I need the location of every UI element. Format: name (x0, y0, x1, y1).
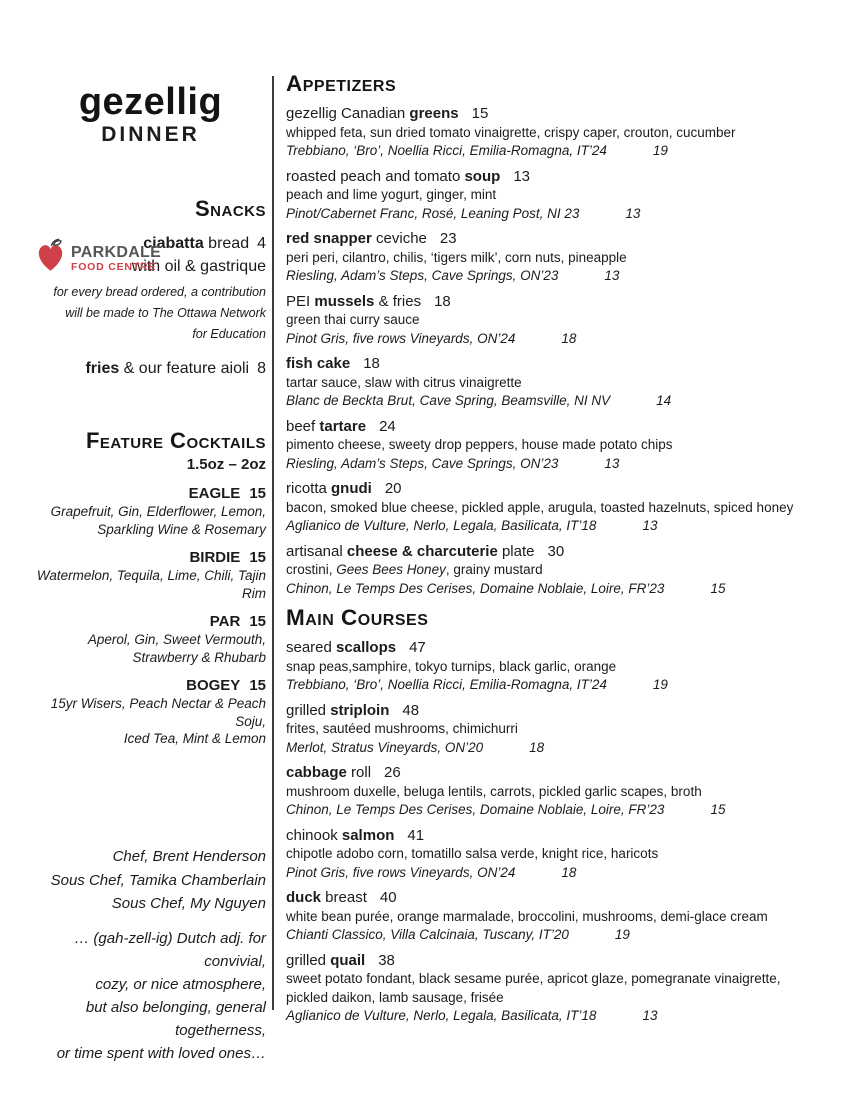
text-segment: artisanal (286, 542, 347, 560)
parkdale-food-centre-logo (35, 238, 161, 279)
wine-pairing-line (286, 739, 834, 758)
text-segment: sweet potato fondant, black sesame purée, apricot glaze, pomegranate vinaigrette, (286, 971, 781, 986)
wine-pairing-line (286, 205, 834, 224)
wine-pairing-text: Chianti Classico, Villa Calcinaia, Tuscany, IT’20 (286, 927, 569, 942)
wine-pairing-line (286, 267, 834, 286)
text-segment: frites, sautéed mushrooms, chimichurri (286, 721, 518, 736)
wine-pairing-text: Riesling, Adam’s Steps, Cave Springs, ON’23 (286, 268, 559, 283)
bread-note-line: for Education (192, 327, 266, 341)
wine-pairing-line (286, 142, 834, 161)
snack-item-label-rest: bread (203, 235, 250, 252)
text-segment: cheese & charcuterie (346, 542, 498, 560)
text-segment: peach and lime yogurt, ginger, mint (286, 187, 497, 202)
text-segment: ceviche (371, 230, 427, 247)
staff-line: Sous Chef, My Nguyen (111, 895, 266, 912)
wine-pairing-price: 18 (561, 864, 577, 880)
definition-line: but also belonging, general togetherness, (85, 999, 266, 1039)
menu-item-description (286, 186, 834, 205)
snack-item-label-rest: & our feature aioli (119, 360, 250, 377)
text-segment: seared (286, 639, 337, 656)
menu-item-description (286, 970, 834, 989)
wine-pairing-text: Trebbiano, ‘Bro’, Noellia Ricci, Emilia-Romagna, IT’24 (286, 677, 607, 692)
text-segment: green thai curry sauce (286, 312, 420, 327)
snack-item-label: ciabatta (143, 235, 204, 252)
wine-pairing-text: Pinot Gris, five rows Vineyards, ON’24 (286, 330, 516, 346)
cocktail-name: PAR (209, 613, 241, 630)
menu-item-title (286, 417, 834, 437)
wine-pairing-line (286, 1007, 834, 1026)
cocktail-item (35, 613, 266, 666)
text-segment: red snapper (286, 230, 372, 247)
text-segment: & fries (374, 292, 422, 310)
text-segment: mushroom duxelle, beluga lentils, carrots, pickled garlic scapes, broth (286, 783, 702, 799)
menu-item-price: 18 (434, 292, 451, 310)
menu-item-description (286, 908, 834, 927)
menu-item (286, 701, 834, 758)
snacks-section (35, 196, 266, 379)
parkdale-wordmark (71, 245, 161, 273)
wine-pairing-price: 19 (652, 677, 668, 692)
menu-item (286, 292, 834, 349)
text-segment: quail (330, 951, 366, 969)
text-segment: breast (321, 889, 367, 906)
wine-pairing-line (286, 580, 834, 599)
wine-pairing-text: Blanc de Beckta Brut, Cave Spring, Beamsville, NI NV (286, 393, 611, 408)
gezellig-definition (35, 927, 266, 1065)
menu-item-price: 38 (378, 951, 395, 969)
cocktail-price: 15 (249, 485, 266, 502)
menu-item-price: 40 (379, 889, 397, 906)
menu-sections (286, 70, 834, 1032)
wine-pairing-line (286, 455, 834, 474)
menu-item-price: 41 (407, 826, 425, 844)
snacks-heading: Snacks (194, 196, 266, 221)
cocktail-price: 15 (249, 549, 266, 566)
menu-item-title (286, 479, 834, 499)
menu-item-title (286, 167, 834, 187)
wine-pairing-line (286, 864, 834, 883)
text-segment: crostini, (286, 562, 337, 577)
menu-item-price: 20 (384, 480, 402, 497)
menu-item-title (286, 888, 834, 908)
menu-item-description (286, 989, 834, 1008)
menu-item (286, 104, 834, 161)
column-divider (272, 76, 274, 1010)
wine-pairing-text: Merlot, Stratus Vineyards, ON’20 (286, 739, 484, 755)
cocktail-desc-line: 15yr Wisers, Peach Nectar & Peach Soju, (50, 696, 266, 729)
text-segment: grilled (286, 951, 331, 969)
wine-pairing-text: Aglianico de Vulture, Nerlo, Legala, Basilicata, IT’18 (286, 1008, 597, 1023)
wine-pairing-price: 18 (529, 739, 545, 755)
cocktail-name: BIRDIE (189, 549, 241, 566)
bread-note-line: for every bread ordered, a contribution (53, 285, 266, 299)
text-segment: mussels (314, 292, 375, 310)
heart-apple-icon (35, 238, 66, 279)
menu-item (286, 763, 834, 820)
text-segment: white bean purée, orange marmalade, broccolini, mushrooms, demi-glace cream (286, 908, 768, 924)
snack-price: 8 (257, 360, 266, 377)
cocktail-desc-line: Watermelon, Tequila, Lime, Chili, Tajin Rim (36, 568, 266, 601)
menu-section (286, 604, 834, 1026)
menu-section (286, 70, 834, 598)
cocktail-item (35, 549, 266, 602)
staff-line: Chef, Brent Henderson (112, 848, 266, 865)
text-segment: pickled daikon, lamb sausage, frisée (286, 989, 504, 1005)
text-segment: greens (409, 105, 459, 122)
logo-wordmark: gezellig (78, 81, 223, 123)
snack-price: 4 (257, 235, 266, 252)
menu-item-title (286, 763, 834, 783)
text-segment: salmon (341, 826, 395, 844)
wine-pairing-text: Trebbiano, ‘Bro’, Noellia Ricci, Emilia-Romagna, IT’24 (286, 143, 607, 158)
text-segment: scallops (336, 639, 397, 656)
wine-pairing-price: 19 (614, 927, 630, 942)
menu-item-price: 47 (409, 639, 426, 656)
menu-item-title (286, 292, 834, 312)
wine-pairing-text: Riesling, Adam’s Steps, Cave Springs, ON’23 (286, 455, 559, 471)
snack-item-label: fries (85, 360, 120, 377)
menu-item (286, 167, 834, 224)
cocktail-name-line (35, 677, 266, 695)
text-segment: roll (346, 764, 372, 781)
wine-pairing-price: 13 (642, 1008, 658, 1023)
text-segment: snap peas,samphire, tokyo turnips, black garlic, orange (286, 658, 617, 674)
definition-line: … (gah-zell-ig) Dutch adj. for convivial, (74, 930, 266, 970)
menu-item (286, 542, 834, 599)
staff-credits (35, 845, 266, 916)
text-segment: beef (286, 417, 320, 435)
menu-item (286, 479, 834, 536)
cocktail-name-line (35, 613, 266, 631)
cocktail-item (35, 485, 266, 538)
text-segment: PEI (286, 292, 315, 310)
staff-line: Sous Chef, Tamika Chamberlain (50, 871, 266, 889)
wine-pairing-price: 14 (656, 393, 672, 408)
text-segment: Gees Bees Honey (336, 562, 446, 577)
brand-logo (35, 82, 266, 147)
wine-pairing-price: 13 (604, 268, 620, 283)
menu-item (286, 951, 834, 1026)
menu-item-description (286, 311, 834, 330)
wine-pairing-price: 15 (710, 802, 726, 817)
parkdale-subname: FOOD CENTRE (71, 260, 157, 273)
wine-pairing-price: 19 (652, 143, 668, 158)
menu-item-description (286, 561, 834, 580)
text-segment: soup (464, 167, 501, 185)
menu-item-price: 23 (439, 230, 457, 247)
menu-item-price: 18 (363, 355, 380, 372)
text-segment: roasted peach and tomato (286, 167, 465, 185)
wine-pairing-text: Aglianico de Vulture, Nerlo, Legala, Basilicata, IT’18 (286, 518, 597, 533)
wine-pairing-text: Pinot/Cabernet Franc, Rosé, Leaning Post, NI 23 (286, 205, 580, 221)
cocktail-name-line (35, 549, 266, 567)
text-segment: cabbage (286, 764, 347, 781)
cocktail-name-line (35, 485, 266, 503)
text-segment: fish cake (286, 355, 351, 372)
wine-pairing-line (286, 676, 834, 695)
cocktail-price: 15 (249, 613, 266, 630)
cocktail-list (35, 485, 266, 748)
menu-section-heading: Appetizers (286, 71, 397, 96)
bread-note-line: will be made to The Ottawa Network (65, 306, 266, 320)
definition-line: cozy, or nice atmosphere, (95, 976, 266, 993)
menu-item (286, 229, 834, 286)
menu-item (286, 354, 834, 411)
menu-item (286, 888, 834, 945)
text-segment: gezellig Canadian (286, 105, 410, 122)
text-segment: grilled (286, 701, 331, 719)
menu-item-description (286, 249, 834, 268)
menu-item-description (286, 845, 834, 864)
text-segment: chinook (286, 826, 342, 844)
text-segment: tartare (319, 417, 367, 435)
wine-pairing-text: Pinot Gris, five rows Vineyards, ON’24 (286, 864, 516, 880)
menu-item-description (286, 124, 834, 143)
text-segment: plate (497, 542, 535, 560)
cocktail-desc-line: Strawberry & Rhubarb (132, 649, 266, 665)
menu-item-price: 13 (513, 167, 530, 185)
snack-item-fries (35, 358, 266, 379)
wine-pairing-price: 13 (642, 518, 658, 533)
menu-item-title (286, 701, 834, 721)
bread-note (35, 282, 266, 345)
text-segment: , grainy mustard (445, 562, 543, 577)
cocktail-desc-line: Sparkling Wine & Rosemary (97, 521, 266, 537)
text-segment: duck (286, 889, 322, 906)
cocktail-desc-line: Iced Tea, Mint & Lemon (123, 731, 266, 746)
cocktail-desc-line: Grapefruit, Gin, Elderflower, Lemon, (50, 504, 266, 519)
menu-item (286, 638, 834, 695)
menu-item-title (286, 638, 834, 658)
wine-pairing-text: Chinon, Le Temps Des Cerises, Domaine Noblaie, Loire, FR’23 (286, 802, 665, 817)
cocktail-name: BOGEY (186, 677, 241, 694)
definition-line: or time spent with loved ones… (56, 1045, 266, 1062)
text-segment: tartar sauce, slaw with citrus vinaigrette (286, 374, 522, 390)
meal-label: DINNER (101, 123, 200, 146)
text-segment: peri peri, cilantro, chilis, ‘tigers milk’, corn nuts, pineapple (286, 249, 627, 265)
cocktail-item (35, 677, 266, 748)
menu-item-title (286, 951, 834, 971)
menu-item-price: 26 (384, 764, 401, 781)
wine-pairing-line (286, 801, 834, 820)
wine-pairing-line (286, 392, 834, 411)
cocktail-desc-line: Aperol, Gin, Sweet Vermouth, (87, 632, 266, 647)
menu-item-price: 24 (379, 417, 396, 435)
menu-item-title (286, 542, 834, 562)
wine-pairing-text: Chinon, Le Temps Des Cerises, Domaine Noblaie, Loire, FR’23 (286, 580, 665, 596)
menu-item-title (286, 826, 834, 846)
menu-item-description (286, 658, 834, 677)
menu-item-description (286, 783, 834, 802)
wine-pairing-price: 15 (710, 580, 726, 596)
menu-item-price: 15 (471, 105, 489, 122)
cocktail-price: 15 (249, 677, 266, 694)
feature-cocktails-section (35, 428, 266, 748)
cocktails-heading: Feature Cocktails (85, 428, 266, 453)
menu-item-description (286, 720, 834, 739)
menu-item (286, 826, 834, 883)
cocktail-name: EAGLE (188, 485, 241, 502)
parkdale-name: PARKDALE (71, 243, 162, 261)
wine-pairing-price: 13 (625, 205, 641, 221)
menu-item-description (286, 374, 834, 393)
text-segment: bacon, smoked blue cheese, pickled apple, arugula, toasted hazelnuts, spiced honey (286, 499, 794, 515)
menu-item-title (286, 229, 834, 249)
menu-item-title (286, 354, 834, 374)
menu-item-price: 48 (402, 701, 420, 719)
menu-item-price: 30 (547, 542, 565, 560)
menu-item-description (286, 499, 834, 518)
text-segment: pimento cheese, sweety drop peppers, house made potato chips (286, 437, 673, 452)
menu-item-description (286, 436, 834, 455)
text-segment: striploin (330, 701, 390, 719)
wine-pairing-line (286, 926, 834, 945)
menu-item (286, 417, 834, 474)
wine-pairing-price: 18 (561, 330, 577, 346)
text-segment: gnudi (331, 480, 372, 497)
menu-section-heading: Main Courses (286, 605, 429, 630)
wine-pairing-line (286, 517, 834, 536)
pour-size: 1.5oz – 2oz (186, 456, 266, 473)
snack-item-sub: with oil & gastrique (131, 258, 266, 275)
wine-pairing-price: 13 (604, 455, 620, 471)
menu-item-title (286, 104, 834, 124)
text-segment: whipped feta, sun dried tomato vinaigrette, crispy caper, crouton, cucumber (286, 124, 736, 140)
wine-pairing-line (286, 330, 834, 349)
text-segment: chipotle adobo corn, tomatillo salsa verde, knight rice, haricots (286, 846, 659, 861)
text-segment: ricotta (286, 480, 332, 497)
